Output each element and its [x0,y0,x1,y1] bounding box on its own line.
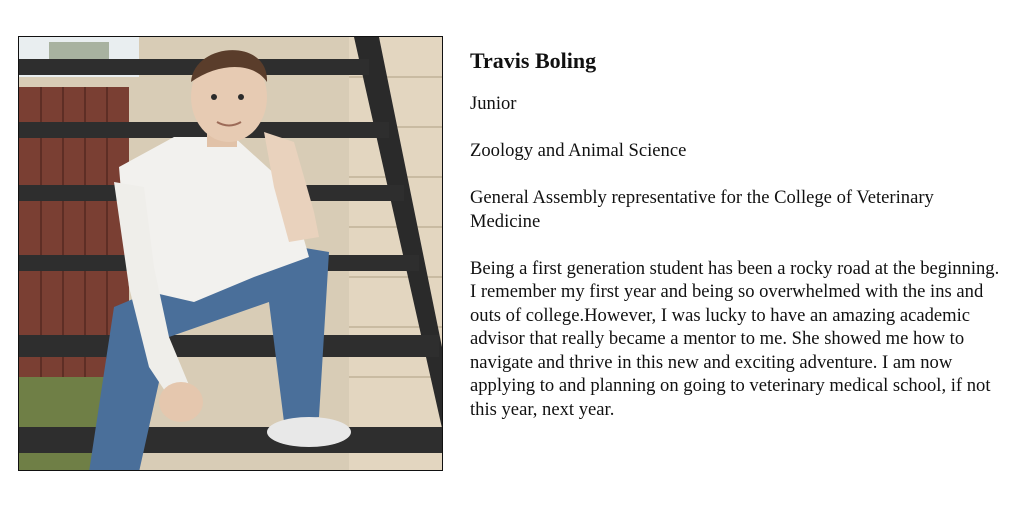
profile-photo [18,36,443,471]
bio-paragraph: Being a first generation student has been a rocky road at the beginning. I remember my first year and being so overwhelmed with the ins and outs of college.However, I was lucky to have an amazing academic advisor that really became a mentor to me. She showed me how to navigate and thrive in this new and exciting adventure. I am now applying to and planning on going to veterinary medical school, if not this year, next year. [470,257,1000,420]
profile-text [470,46,1000,445]
student-name: Travis Boling [470,48,597,73]
role: General Assembly representative for the College of Veterinary Medicine [470,187,934,232]
class-year: Junior [470,93,517,114]
major: Zoology and Animal Science [470,140,687,161]
